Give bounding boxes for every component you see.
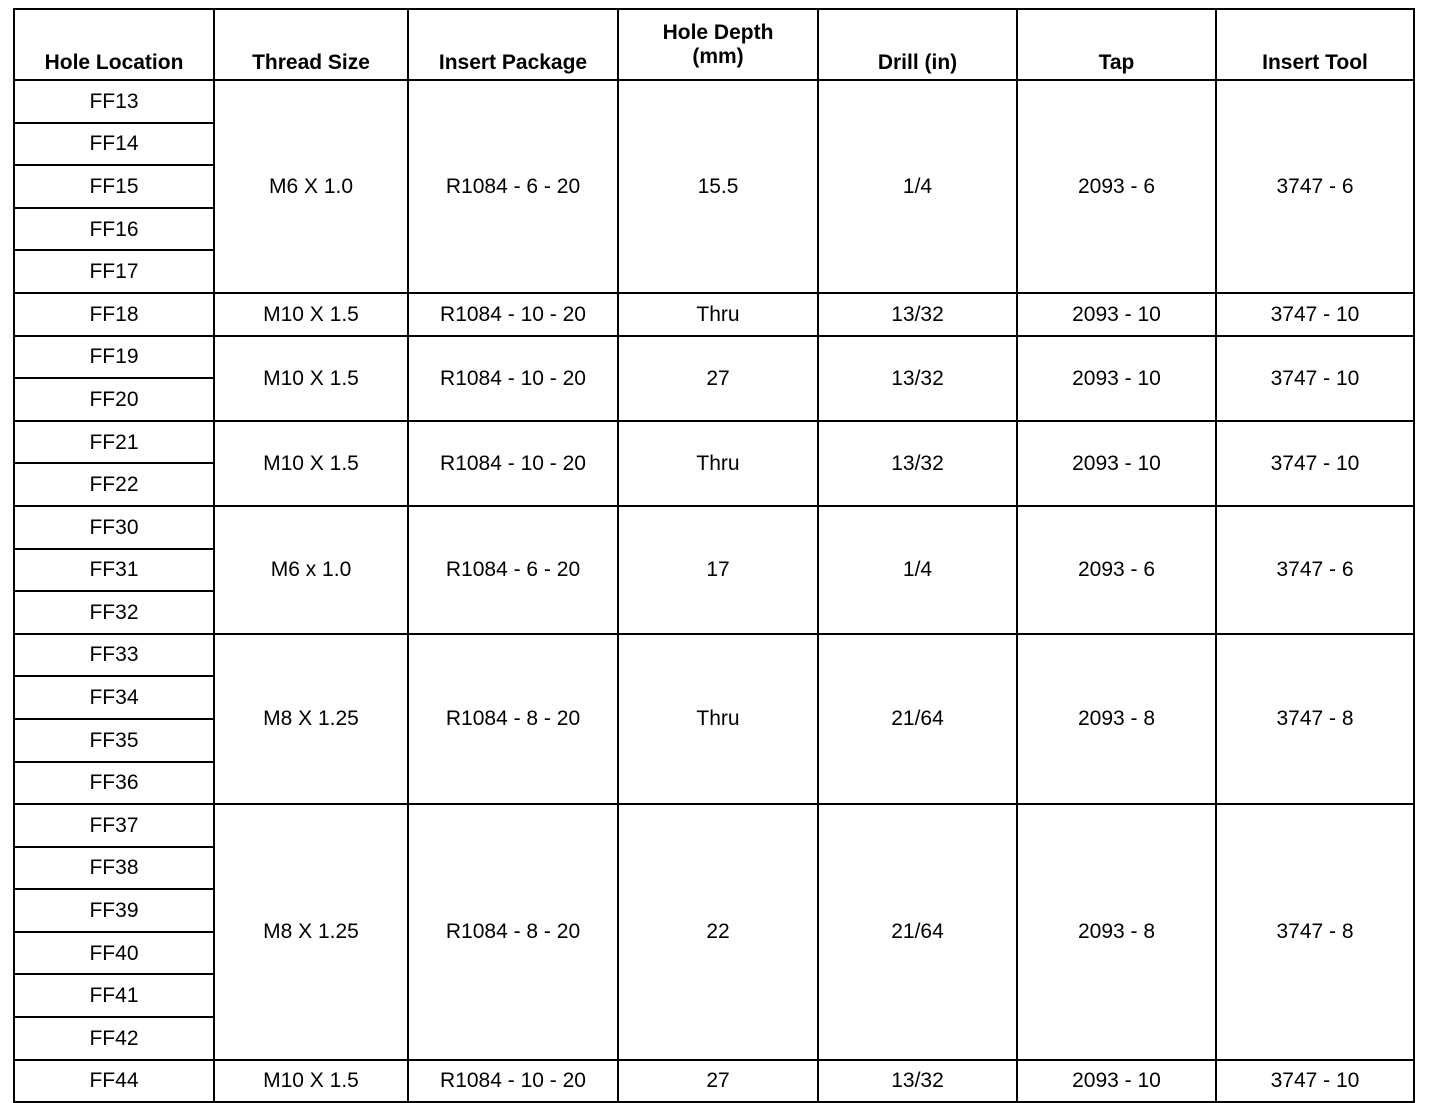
thread-size-cell: M10 X 1.5 — [214, 421, 408, 506]
tap-cell: 2093 - 10 — [1017, 293, 1216, 336]
hole-location-cell: FF14 — [14, 123, 214, 166]
table-body — [14, 80, 1414, 1102]
table-row — [14, 634, 1414, 677]
header-insert-tool: Insert Tool — [1216, 9, 1414, 80]
hole-location-cell: FF13 — [14, 80, 214, 123]
insert-package-cell: R1084 - 10 - 20 — [408, 1060, 618, 1103]
header-hole-depth — [618, 9, 818, 80]
hole-location-cell: FF33 — [14, 634, 214, 677]
hole-location-cell: FF35 — [14, 719, 214, 762]
hole-location-cell: FF39 — [14, 889, 214, 932]
header-thread-size: Thread Size — [214, 9, 408, 80]
hole-location-cell: FF15 — [14, 165, 214, 208]
thread-size-cell: M6 x 1.0 — [214, 506, 408, 634]
insert-tool-cell: 3747 - 10 — [1216, 293, 1414, 336]
insert-tool-cell: 3747 - 6 — [1216, 506, 1414, 634]
thread-insert-spec-table — [13, 8, 1415, 1103]
insert-package-cell: R1084 - 10 - 20 — [408, 336, 618, 421]
hole-location-cell: FF20 — [14, 378, 214, 421]
table-row — [14, 80, 1414, 123]
insert-tool-cell: 3747 - 10 — [1216, 421, 1414, 506]
hole-depth-cell: Thru — [618, 634, 818, 804]
insert-package-cell: R1084 - 8 - 20 — [408, 634, 618, 804]
header-hole-location: Hole Location — [14, 9, 214, 80]
hole-depth-cell: Thru — [618, 293, 818, 336]
drill-cell: 21/64 — [818, 804, 1017, 1060]
drill-cell: 21/64 — [818, 634, 1017, 804]
hole-location-cell: FF31 — [14, 549, 214, 592]
tap-cell: 2093 - 8 — [1017, 634, 1216, 804]
hole-depth-cell: 27 — [618, 336, 818, 421]
tap-cell: 2093 - 10 — [1017, 1060, 1216, 1103]
drill-cell: 13/32 — [818, 421, 1017, 506]
table-row — [14, 421, 1414, 464]
insert-tool-cell: 3747 - 8 — [1216, 804, 1414, 1060]
insert-tool-cell: 3747 - 10 — [1216, 1060, 1414, 1103]
insert-package-cell: R1084 - 8 - 20 — [408, 804, 618, 1060]
hole-location-cell: FF40 — [14, 932, 214, 975]
drill-cell: 1/4 — [818, 506, 1017, 634]
hole-depth-cell: 15.5 — [618, 80, 818, 293]
drill-cell: 13/32 — [818, 1060, 1017, 1103]
header-hole-depth-line2: (mm) — [692, 44, 744, 68]
header-insert-package: Insert Package — [408, 9, 618, 80]
hole-depth-cell: 22 — [618, 804, 818, 1060]
tap-cell: 2093 - 10 — [1017, 336, 1216, 421]
header-drill: Drill (in) — [818, 9, 1017, 80]
hole-location-cell: FF18 — [14, 293, 214, 336]
table-row — [14, 293, 1414, 336]
table-row — [14, 1060, 1414, 1103]
hole-location-cell: FF17 — [14, 250, 214, 293]
hole-location-cell: FF38 — [14, 847, 214, 890]
insert-package-cell: R1084 - 6 - 20 — [408, 506, 618, 634]
header-row — [14, 9, 1414, 80]
thread-size-cell: M10 X 1.5 — [214, 293, 408, 336]
thread-size-cell: M6 X 1.0 — [214, 80, 408, 293]
table-row — [14, 336, 1414, 379]
hole-location-cell: FF32 — [14, 591, 214, 634]
hole-location-cell: FF42 — [14, 1017, 214, 1060]
hole-depth-cell: Thru — [618, 421, 818, 506]
hole-location-cell: FF21 — [14, 421, 214, 464]
drill-cell: 13/32 — [818, 293, 1017, 336]
tap-cell: 2093 - 8 — [1017, 804, 1216, 1060]
tap-cell: 2093 - 6 — [1017, 506, 1216, 634]
thread-size-cell: M10 X 1.5 — [214, 336, 408, 421]
hole-location-cell: FF22 — [14, 463, 214, 506]
hole-location-cell: FF34 — [14, 676, 214, 719]
hole-location-cell: FF16 — [14, 208, 214, 251]
hole-depth-cell: 27 — [618, 1060, 818, 1103]
insert-package-cell: R1084 - 10 - 20 — [408, 293, 618, 336]
thread-size-cell: M8 X 1.25 — [214, 804, 408, 1060]
hole-location-cell: FF30 — [14, 506, 214, 549]
insert-package-cell: R1084 - 6 - 20 — [408, 80, 618, 293]
tap-cell: 2093 - 10 — [1017, 421, 1216, 506]
header-tap: Tap — [1017, 9, 1216, 80]
table-row — [14, 804, 1414, 847]
insert-package-cell: R1084 - 10 - 20 — [408, 421, 618, 506]
hole-location-cell: FF37 — [14, 804, 214, 847]
drill-cell: 1/4 — [818, 80, 1017, 293]
thread-size-cell: M8 X 1.25 — [214, 634, 408, 804]
hole-location-cell: FF36 — [14, 762, 214, 805]
insert-tool-cell: 3747 - 6 — [1216, 80, 1414, 293]
hole-location-cell: FF19 — [14, 336, 214, 379]
insert-tool-cell: 3747 - 8 — [1216, 634, 1414, 804]
insert-tool-cell: 3747 - 10 — [1216, 336, 1414, 421]
hole-depth-cell: 17 — [618, 506, 818, 634]
drill-cell: 13/32 — [818, 336, 1017, 421]
hole-location-cell: FF41 — [14, 974, 214, 1017]
table-header — [14, 9, 1414, 80]
thread-size-cell: M10 X 1.5 — [214, 1060, 408, 1103]
hole-location-cell: FF44 — [14, 1060, 214, 1103]
table-row — [14, 506, 1414, 549]
header-hole-depth-line1: Hole Depth — [662, 21, 774, 45]
tap-cell: 2093 - 6 — [1017, 80, 1216, 293]
